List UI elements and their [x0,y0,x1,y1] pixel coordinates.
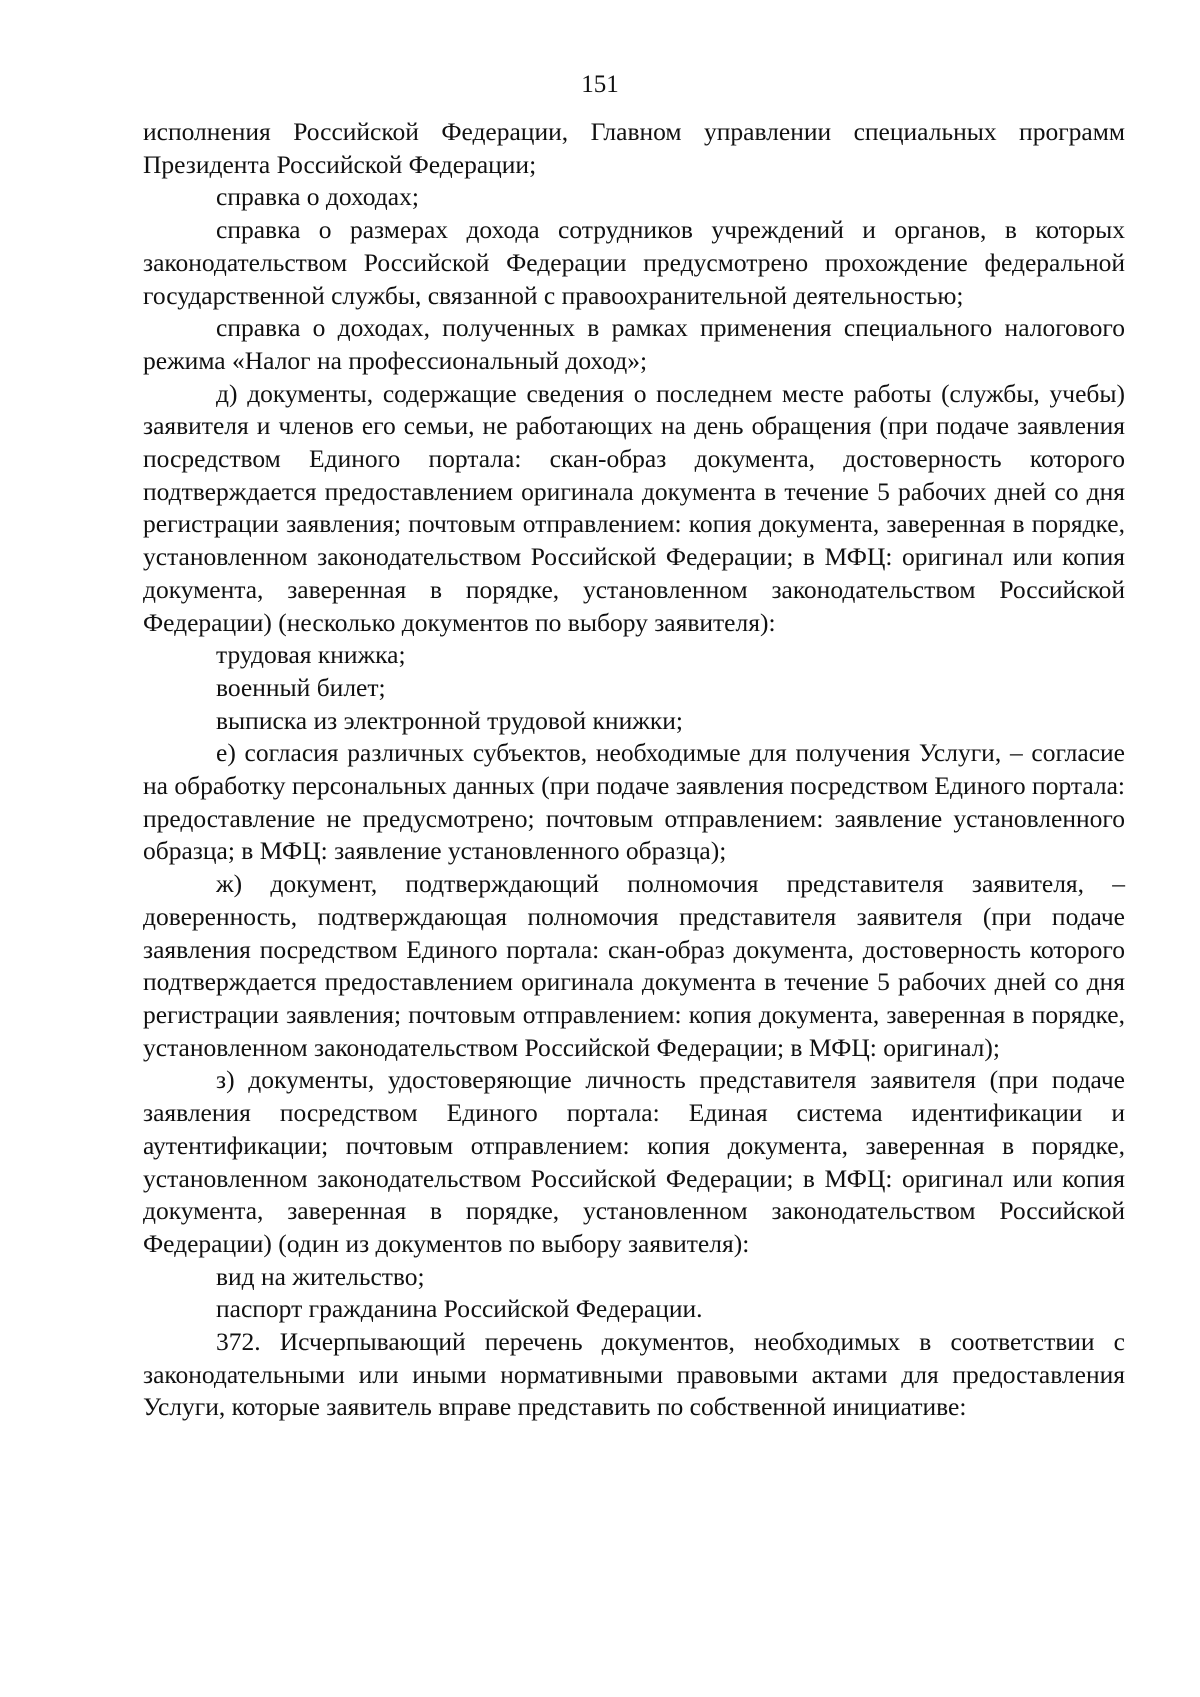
page-number: 151 [581,71,619,98]
paragraph-item-e: е) согласия различных субъектов, необходимые для получения Услуги, – согласие на обработку персональных данных (при подаче заявления посредством Единого портала: предоставление не предусмотрено; почтовым отправлением: заявление установленного образца; в МФЦ: заявление установленного образца); [143,738,1125,866]
paragraph-passport: паспорт гражданина Российской Федерации. [216,1294,703,1324]
paragraph-work-book: трудовая книжка; [216,640,406,670]
paragraph-residence-permit: вид на жительство; [216,1261,425,1291]
paragraph-372: 372. Исчерпывающий перечень документов, необходимых в соответствии с законодательными или иными нормативными правовыми актами для предоставления Услуги, которые заявитель вправе представить по собственной инициативе: [143,1327,1125,1422]
paragraph-electronic-work-book: выписка из электронной трудовой книжки; [216,705,683,735]
paragraph-item-d: д) документы, содержащие сведения о последнем месте работы (службы, учебы) заявителя и членов его семьи, не работающих на день обращения (при подаче заявления посредством Единого портала: скан-образ документа, достоверность которого подтверждается предоставлением оригинала документа в течение 5 рабочих дней со дня регистрации заявления; почтовым отправлением: копия документа, заверенная в порядке, установленном законодательством Российской Федерации; в МФЦ: оригинал или копия документа, заверенная в порядке, установленном законодательством Российской Федерации) (несколько документов по выбору заявителя): [143,378,1125,637]
document-body [143,116,1125,1424]
paragraph-professional-income-certificate: справка о доходах, полученных в рамках применения специального налогового режима «Налог на профессиональный доход»; [143,313,1125,375]
paragraph-income-certificate: справка о доходах; [216,182,419,212]
paragraph-military-id: военный билет; [216,672,386,702]
paragraph-continuation: исполнения Российской Федерации, Главном управлении специальных программ Президента Российской Федерации; [143,117,1125,179]
paragraph-item-zh: ж) документ, подтверждающий полномочия представителя заявителя, – доверенность, подтверждающая полномочия представителя заявителя (при подаче заявления посредством Единого портала: скан-образ документа, достоверность которого подтверждается предоставлением оригинала документа в течение 5 рабочих дней со дня регистрации заявления; почтовым отправлением: копия документа, заверенная в порядке, установленном законодательством Российской Федерации; в МФЦ: оригинал); [143,869,1125,1062]
paragraph-income-size-certificate: справка о размерах дохода сотрудников учреждений и органов, в которых законодательством Российской Федерации предусмотрено прохождение федеральной государственной службы, связанной с правоохранительной деятельностью; [143,215,1125,310]
paragraph-item-z: з) документы, удостоверяющие личность представителя заявителя (при подаче заявления посредством Единого портала: Единая система идентификации и аутентификации; почтовым отправлением: копия документа, заверенная в порядке, установленном законодательством Российской Федерации; в МФЦ: оригинал или копия документа, заверенная в порядке, установленном законодательством Российской Федерации) (один из документов по выбору заявителя): [143,1065,1125,1258]
